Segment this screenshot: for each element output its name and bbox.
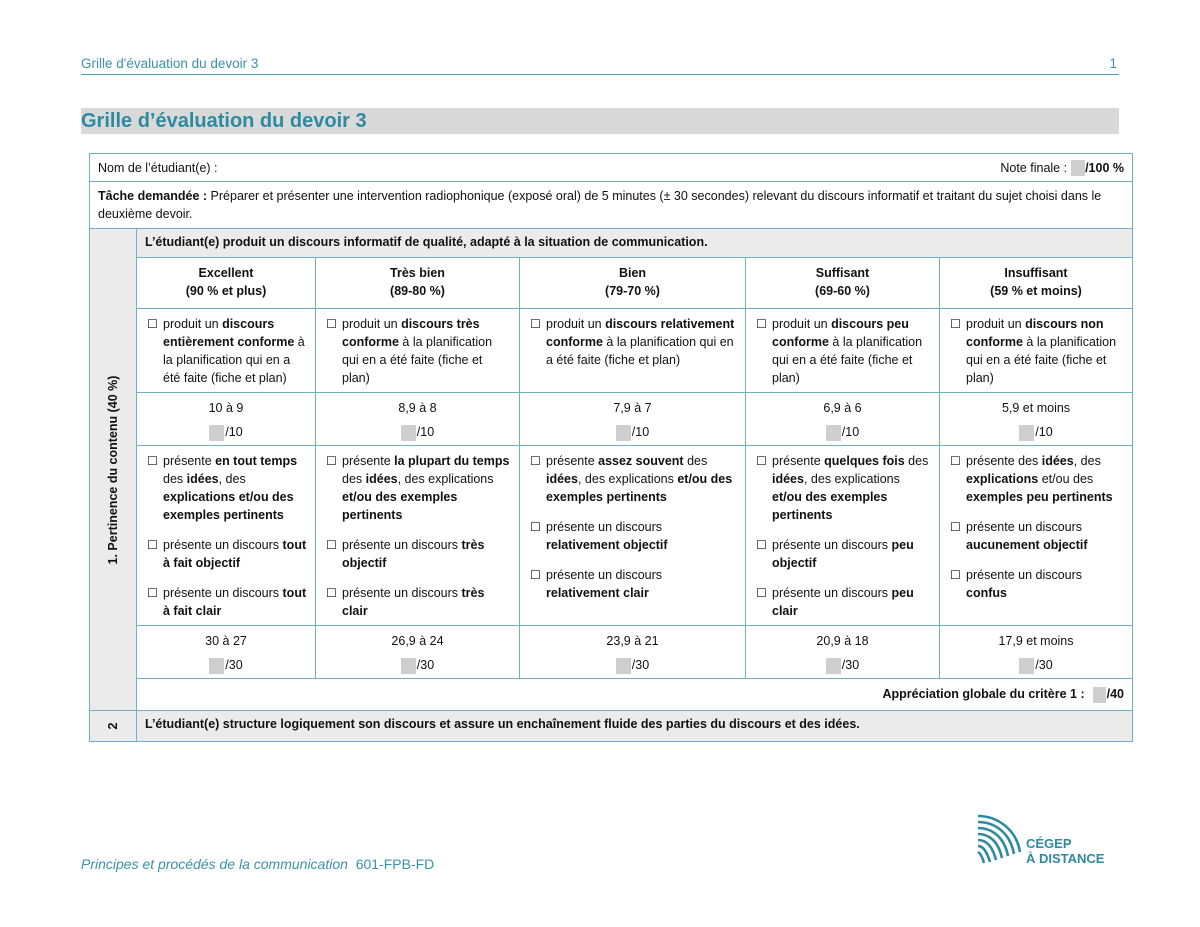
item-text-part: explications: [966, 472, 1039, 486]
checkbox-item-text: [966, 452, 1124, 506]
item-text-part: , des: [1073, 454, 1101, 468]
score-cell: [940, 626, 1133, 679]
checkbox[interactable]: ☐: [950, 568, 961, 582]
task-row: [90, 182, 1133, 229]
final-note-label: Note finale :: [1000, 160, 1068, 175]
level-range: (90 % et plus): [185, 284, 267, 298]
quality-cell: [316, 446, 520, 626]
global-score-input[interactable]: [1093, 687, 1106, 703]
quality-cell: [940, 446, 1133, 626]
score-range: 20,9 à 18: [816, 634, 869, 648]
checkbox-item: [950, 452, 1124, 506]
item-text-part: assez souvent: [598, 454, 684, 468]
criterion1-side-label: 1. Pertinence du contenu (40 %): [106, 375, 120, 564]
page-footer: [81, 856, 434, 872]
checkbox-item: [147, 584, 307, 620]
item-text-part: , des explications: [397, 472, 494, 486]
item-text-part: des: [342, 472, 366, 486]
global-label: Appréciation globale du critère 1 :: [882, 687, 1085, 701]
score-out-of: /30: [631, 658, 650, 672]
checkbox-item-text: [546, 452, 737, 506]
level-header: [137, 258, 316, 309]
logo-line1: CÉGEP: [1026, 836, 1072, 851]
level-name: Suffisant: [815, 266, 870, 280]
checkbox-item: [326, 315, 511, 387]
criterion2-side: [90, 711, 137, 742]
checkbox[interactable]: ☐: [326, 586, 337, 600]
item-text-part: des: [163, 472, 187, 486]
score-out-of: /30: [841, 658, 860, 672]
criterion1-side: [90, 229, 137, 711]
level-name: Très bien: [390, 266, 445, 280]
checkbox-item-text: [772, 452, 931, 524]
item-text-part: exemples peu pertinents: [966, 490, 1113, 504]
item-text-part: produit un: [342, 317, 402, 331]
task-text: Préparer et présenter une intervention radiophonique (exposé oral) de 5 minutes (± 30 secondes) relevant du discours informatif et traitant du sujet choisi dans le deuxième devoir.: [98, 189, 1102, 221]
item-text-part: quelques fois: [824, 454, 905, 468]
item-text-part: présente: [342, 454, 395, 468]
checkbox[interactable]: ☐: [326, 454, 337, 468]
checkbox[interactable]: ☐: [530, 317, 541, 331]
item-text-part: explications et/ou des exemples pertinents: [163, 490, 294, 522]
score-input[interactable]: [1019, 425, 1034, 441]
doc-title: Grille d’évaluation du devoir 3: [81, 110, 367, 132]
checkbox-item: [756, 584, 931, 620]
cegep-logo: [976, 812, 1116, 868]
score-range: 30 à 27: [205, 634, 247, 648]
checkbox[interactable]: ☐: [756, 317, 767, 331]
criterion2-side-label: 2: [106, 722, 120, 730]
score-range: 17,9 et moins: [998, 634, 1074, 648]
item-text-part: en tout temps: [215, 454, 298, 468]
item-text-part: , des: [218, 472, 246, 486]
item-text-part: présente: [163, 454, 216, 468]
checkbox-item-text: [966, 518, 1124, 554]
score-cell: [137, 393, 316, 446]
item-text-part: à la planification qui en a été faite (fiche et plan): [546, 335, 734, 367]
score-line: [141, 656, 311, 674]
checkbox-item: [950, 518, 1124, 554]
item-text-part: à la planification qui en a été faite (fiche et plan): [772, 335, 923, 385]
score-input[interactable]: [826, 425, 841, 441]
checkbox-item-text: [163, 536, 307, 572]
checkbox-item-text: [163, 452, 307, 524]
checkbox[interactable]: ☐: [950, 520, 961, 534]
item-text-part: des: [683, 454, 708, 468]
item-text-part: à la planification qui en a été faite (fiche et plan): [966, 335, 1117, 385]
checkbox[interactable]: ☐: [147, 586, 158, 600]
checkbox[interactable]: ☐: [950, 454, 961, 468]
level-range: (79-70 %): [605, 284, 660, 298]
checkbox-item: [756, 452, 931, 524]
item-text-part: des: [904, 454, 929, 468]
score-cell: [520, 393, 746, 446]
item-text-part: présente: [772, 454, 825, 468]
item-text-part: très objectif: [342, 538, 485, 570]
item-text-part: aucunement objectif: [966, 538, 1088, 552]
score-range: 5,9 et moins: [1001, 401, 1071, 415]
criterion1-statement: L’étudiant(e) produit un discours informatif de qualité, adapté à la situation de communication.: [137, 229, 1133, 258]
item-text-part: idées: [546, 472, 578, 486]
checkbox-item: [326, 584, 511, 620]
checkbox-item-text: [772, 315, 931, 387]
checkbox-item-text: [342, 452, 511, 524]
item-text-part: tout à fait objectif: [163, 538, 307, 570]
item-text-part: présente un discours: [546, 520, 663, 534]
score-input[interactable]: [616, 425, 631, 441]
item-text-part: présente un discours: [163, 538, 283, 552]
score-line: [944, 423, 1128, 441]
task-label: Tâche demandée :: [98, 189, 208, 203]
checkbox-item: [326, 452, 511, 524]
score-out-of: /30: [225, 658, 243, 672]
level-range: (89-80 %): [390, 284, 445, 298]
checkbox[interactable]: ☐: [530, 454, 541, 468]
score-line: [320, 423, 515, 441]
checkbox[interactable]: ☐: [147, 317, 158, 331]
item-text-part: présente: [546, 454, 599, 468]
item-text-part: idées: [772, 472, 804, 486]
score-cell: [746, 626, 940, 679]
levels-row: [90, 258, 1133, 309]
checkbox-item-text: [966, 315, 1124, 387]
header-title: Grille d'évaluation du devoir 3: [81, 56, 259, 71]
item-text-part: produit un: [966, 317, 1026, 331]
checkbox[interactable]: ☐: [756, 538, 767, 552]
checkbox[interactable]: ☐: [147, 538, 158, 552]
final-note-suffix: /100 %: [1085, 160, 1124, 175]
checkbox-item: [530, 452, 737, 506]
score-out-of: /30: [1035, 658, 1053, 672]
score-input[interactable]: [401, 658, 416, 674]
score-cell: [316, 626, 520, 679]
evaluation-grid: [89, 153, 1133, 742]
item-text-part: présente un discours: [546, 568, 663, 582]
item-text-part: présente un discours: [966, 520, 1083, 534]
item-text-part: discours relativement conforme: [546, 317, 735, 349]
score-cell: [316, 393, 520, 446]
quality-cell: [520, 446, 746, 626]
level-name: Bien: [618, 266, 647, 280]
level-range: (59 % et moins): [990, 284, 1082, 298]
checkbox-item-text: [163, 584, 307, 620]
checkbox[interactable]: ☐: [530, 568, 541, 582]
level-range: (69-60 %): [815, 284, 870, 298]
level-header: [316, 258, 520, 309]
checkbox-item-text: [342, 536, 511, 572]
checkbox-item: [756, 315, 931, 387]
score-out-of: /10: [841, 425, 860, 439]
item-text-part: discours entièrement conforme: [163, 317, 295, 349]
final-note: [1000, 159, 1124, 177]
score-cell: [746, 393, 940, 446]
item-text-part: présente un discours: [163, 586, 283, 600]
level-header: [746, 258, 940, 309]
conformity-cell: [520, 309, 746, 393]
conformity-cell: [940, 309, 1133, 393]
cegep-logo-icon: [976, 812, 1026, 868]
checkbox[interactable]: ☐: [147, 454, 158, 468]
score-cell: [520, 626, 746, 679]
item-text-part: très clair: [342, 586, 485, 618]
item-text-part: relativement clair: [546, 586, 649, 600]
item-text-part: présente un discours: [772, 586, 892, 600]
score-range: 10 à 9: [208, 401, 244, 415]
checkbox-item-text: [546, 566, 737, 602]
item-text-part: idées: [186, 472, 219, 486]
level-header: [940, 258, 1133, 309]
item-text-part: discours peu conforme: [772, 317, 909, 349]
checkbox[interactable]: ☐: [756, 586, 767, 600]
item-text-part: tout à fait clair: [163, 586, 307, 618]
criterion1-statement-row: [90, 229, 1133, 258]
quality-cell: [137, 446, 316, 626]
score-range: 6,9 à 6: [823, 401, 862, 415]
doc-title-bar: [81, 108, 1119, 134]
score-input[interactable]: [401, 425, 416, 441]
level-name: Excellent: [198, 266, 254, 280]
item-text-part: présente un discours: [342, 586, 462, 600]
checkbox-item: [530, 315, 737, 369]
conformity-cell: [316, 309, 520, 393]
item-text-part: et/ou des exemples pertinents: [342, 490, 458, 522]
item-text-part: discours non conforme: [966, 317, 1104, 349]
score-line: [750, 423, 935, 441]
score-cell: [940, 393, 1133, 446]
quality-row: [90, 446, 1133, 626]
item-text-part: , des explications: [803, 472, 900, 486]
score-input[interactable]: [209, 425, 224, 441]
checkbox-item: [950, 315, 1124, 387]
item-text-part: à la planification qui en a été faite (fiche et plan): [163, 335, 305, 385]
checkbox-item-text: [546, 315, 737, 369]
item-text-part: la plupart du temps: [394, 454, 510, 468]
score-range: 23,9 à 21: [606, 634, 659, 648]
checkbox-item-text: [966, 566, 1124, 602]
page-header: [81, 55, 1119, 75]
score-input[interactable]: [1019, 658, 1034, 674]
item-text-part: peu clair: [772, 586, 914, 618]
score-out-of: /10: [631, 425, 650, 439]
item-text-part: et/ou des: [1038, 472, 1094, 486]
score-line: [141, 423, 311, 441]
item-text-part: présente un discours: [342, 538, 462, 552]
checkbox-item: [950, 566, 1124, 602]
level-name: Insuffisant: [1004, 266, 1068, 280]
score-out-of: /30: [416, 658, 435, 672]
score-line: [524, 656, 741, 674]
item-text-part: présente des: [966, 454, 1042, 468]
score-input[interactable]: [826, 658, 841, 674]
checkbox-item: [530, 566, 737, 602]
quality-score-row: [90, 626, 1133, 679]
checkbox[interactable]: ☐: [950, 317, 961, 331]
score-range: 8,9 à 8: [398, 401, 437, 415]
score-range: 26,9 à 24: [391, 634, 444, 648]
item-text-part: confus: [966, 586, 1007, 600]
item-text-part: produit un: [546, 317, 606, 331]
checkbox[interactable]: ☐: [326, 317, 337, 331]
item-text-part: , des explications: [577, 472, 678, 486]
item-text-part: présente un discours: [772, 538, 892, 552]
conformity-score-row: [90, 393, 1133, 446]
score-range: 7,9 à 7: [613, 401, 652, 415]
item-text-part: idées: [365, 472, 398, 486]
final-note-input[interactable]: [1071, 160, 1085, 176]
score-line: [524, 423, 741, 441]
item-text-part: peu objectif: [772, 538, 914, 570]
checkbox-item: [326, 536, 511, 572]
checkbox-item: [147, 452, 307, 524]
score-out-of: /10: [1035, 425, 1053, 439]
checkbox-item-text: [163, 315, 307, 387]
footer-course: Principes et procédés de la communication: [81, 856, 348, 872]
student-name-label: Nom de l’étudiant(e) :: [98, 160, 218, 175]
conformity-cell: [746, 309, 940, 393]
checkbox-item-text: [772, 584, 931, 620]
checkbox-item: [530, 518, 737, 554]
score-out-of: /10: [416, 425, 435, 439]
checkbox-item-text: [546, 518, 737, 554]
checkbox-item: [147, 536, 307, 572]
logo-line2: À DISTANCE: [1026, 851, 1105, 866]
score-line: [944, 656, 1128, 674]
level-header: [520, 258, 746, 309]
checkbox-item: [147, 315, 307, 387]
student-row: [90, 154, 1133, 182]
item-text-part: idées: [1041, 454, 1074, 468]
criterion2-statement: L’étudiant(e) structure logiquement son discours et assure un enchaînement fluide des parties du discours et des idées.: [137, 711, 1133, 742]
score-out-of: /10: [225, 425, 243, 439]
checkbox[interactable]: ☐: [326, 538, 337, 552]
checkbox-item-text: [342, 584, 511, 620]
page-number: 1: [1109, 56, 1117, 71]
checkbox-item-text: [772, 536, 931, 572]
checkbox-item-text: [342, 315, 511, 387]
global-row: [90, 679, 1133, 711]
item-text-part: produit un: [772, 317, 832, 331]
item-text-part: relativement objectif: [546, 538, 668, 552]
score-line: [750, 656, 935, 674]
global-out-of: /40: [1106, 687, 1124, 701]
item-text-part: produit un: [163, 317, 223, 331]
score-input[interactable]: [209, 658, 224, 674]
item-text-part: présente un discours: [966, 568, 1083, 582]
conformity-row: [90, 309, 1133, 393]
footer-code: 601-FPB-FD: [355, 856, 435, 872]
conformity-cell: [137, 309, 316, 393]
checkbox-item: [756, 536, 931, 572]
score-input[interactable]: [616, 658, 631, 674]
item-text-part: et/ou des exemples pertinents: [772, 490, 888, 522]
criterion2-row: [90, 711, 1133, 742]
item-text-part: et/ou des exemples pertinents: [546, 472, 733, 504]
checkbox[interactable]: ☐: [756, 454, 767, 468]
item-text-part: à la planification qui en a été faite (fiche et plan): [342, 335, 493, 385]
quality-cell: [746, 446, 940, 626]
score-line: [320, 656, 515, 674]
item-text-part: discours très conforme: [342, 317, 480, 349]
checkbox[interactable]: ☐: [530, 520, 541, 534]
score-cell: [137, 626, 316, 679]
